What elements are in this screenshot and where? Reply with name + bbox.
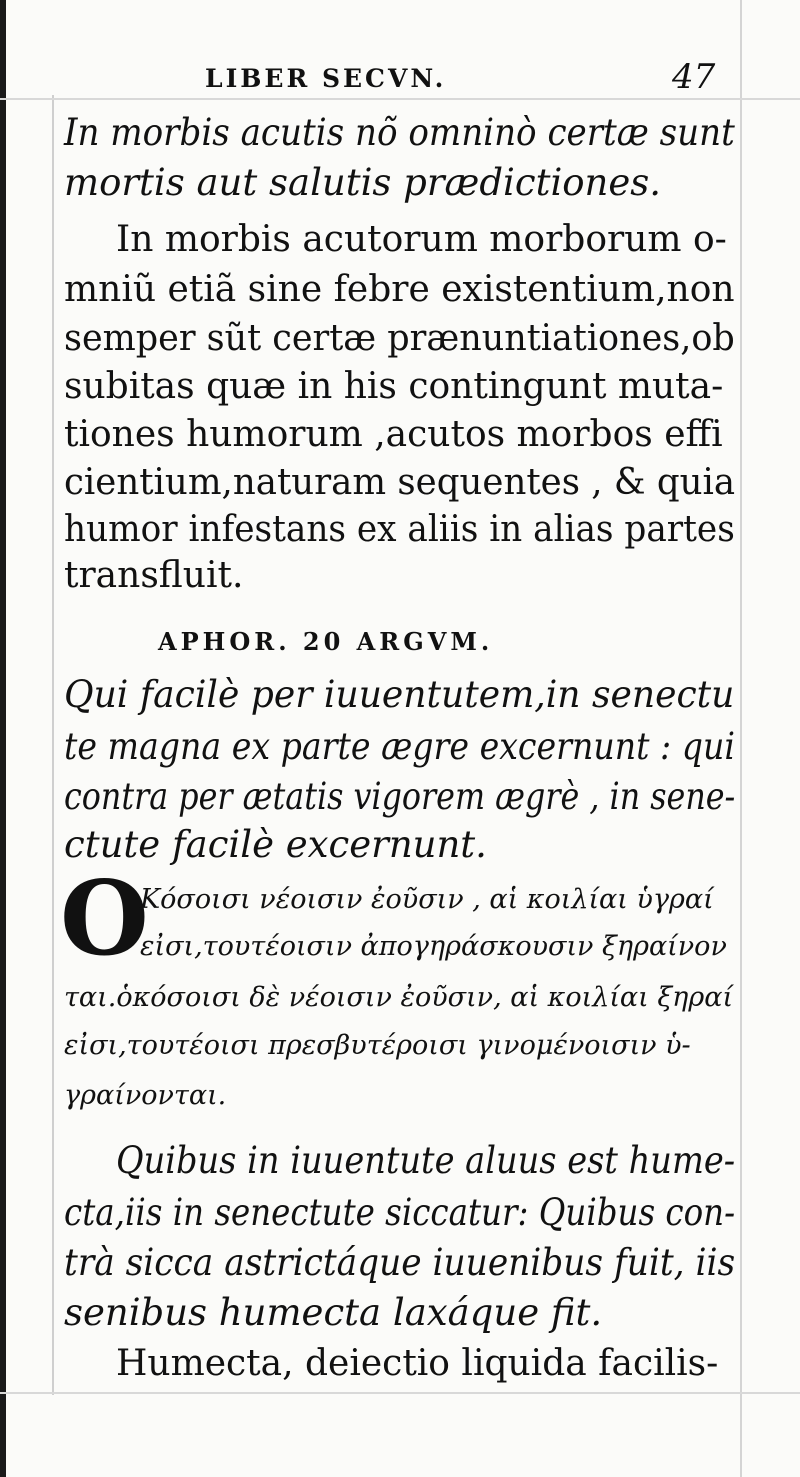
- commentary-line: tiones humorum ,acutos morbos effi: [64, 414, 723, 455]
- greek-line: ται.ὁκόσοισι δὲ νέοισιν ἐοῦσιν, αἱ κοιλίαι ξηραί: [64, 982, 734, 1013]
- aphorism-text-line: mortis aut salutis prædictiones.: [64, 161, 662, 204]
- commentary-line: In morbis acutorum morborum o-: [116, 219, 727, 260]
- rule-line-left: [52, 95, 54, 1395]
- greek-line: εἰσι,τουτέοισιν ἀπογηράσκουσιν ξηραίνον: [140, 931, 727, 962]
- rule-line-right: [740, 0, 742, 1477]
- greek-line: γραίνονται.: [64, 1080, 227, 1111]
- aphorism-text-line: ctute facilè excernunt.: [64, 823, 487, 866]
- translation-line: cta,iis in senectute siccatur: Quibus con-: [64, 1191, 736, 1234]
- commentary-line: transfluit.: [64, 555, 244, 596]
- section-heading: APHOR. 20 ARGVM.: [158, 627, 494, 656]
- commentary-line: mniũ etiã sine febre existentium,non: [64, 269, 735, 310]
- commentary-line: cientium,naturam sequentes , & quia: [64, 462, 736, 503]
- page-number: 47: [672, 57, 716, 97]
- greek-line: Κόσοισι νέοισιν ἐοῦσιν , αἱ κοιλίαι ὑγραί: [140, 884, 714, 915]
- aphorism-text-line: contra per ætatis vigorem ægrè , in sene-: [64, 775, 736, 818]
- commentary-line: humor infestans ex aliis in alias partes: [64, 509, 735, 550]
- translation-line: senibus humecta laxáque fit.: [64, 1291, 603, 1334]
- aphorism-text-line: In morbis acutis nõ omninò certæ sunt: [64, 111, 735, 154]
- commentary-line: Humecta, deiectio liquida facilis-: [116, 1343, 719, 1384]
- rule-line-bottom: [0, 1392, 800, 1394]
- drop-cap: O: [60, 859, 149, 979]
- commentary-line: subitas quæ in his contingunt muta-: [64, 366, 724, 407]
- aphorism-text-line: te magna ex parte ægre excernunt : qui: [64, 725, 736, 768]
- page-edge-shadow: [0, 0, 6, 1477]
- aphorism-text-line: Qui facilè per iuuentutem,in senectu: [64, 673, 735, 716]
- running-title: LIBER SECVN.: [205, 64, 447, 93]
- rule-line-top: [0, 98, 800, 100]
- translation-line: Quibus in iuuentute aluus est hume-: [116, 1139, 736, 1182]
- commentary-line: semper sũt certæ prænuntiationes,ob: [64, 318, 735, 359]
- translation-line: trà sicca astrictáque iuuenibus fuit, iis: [64, 1241, 736, 1284]
- greek-line: εἰσι,τουτέοισι πρεσβυτέροισι γινομένοισιν ὑ-: [64, 1030, 691, 1061]
